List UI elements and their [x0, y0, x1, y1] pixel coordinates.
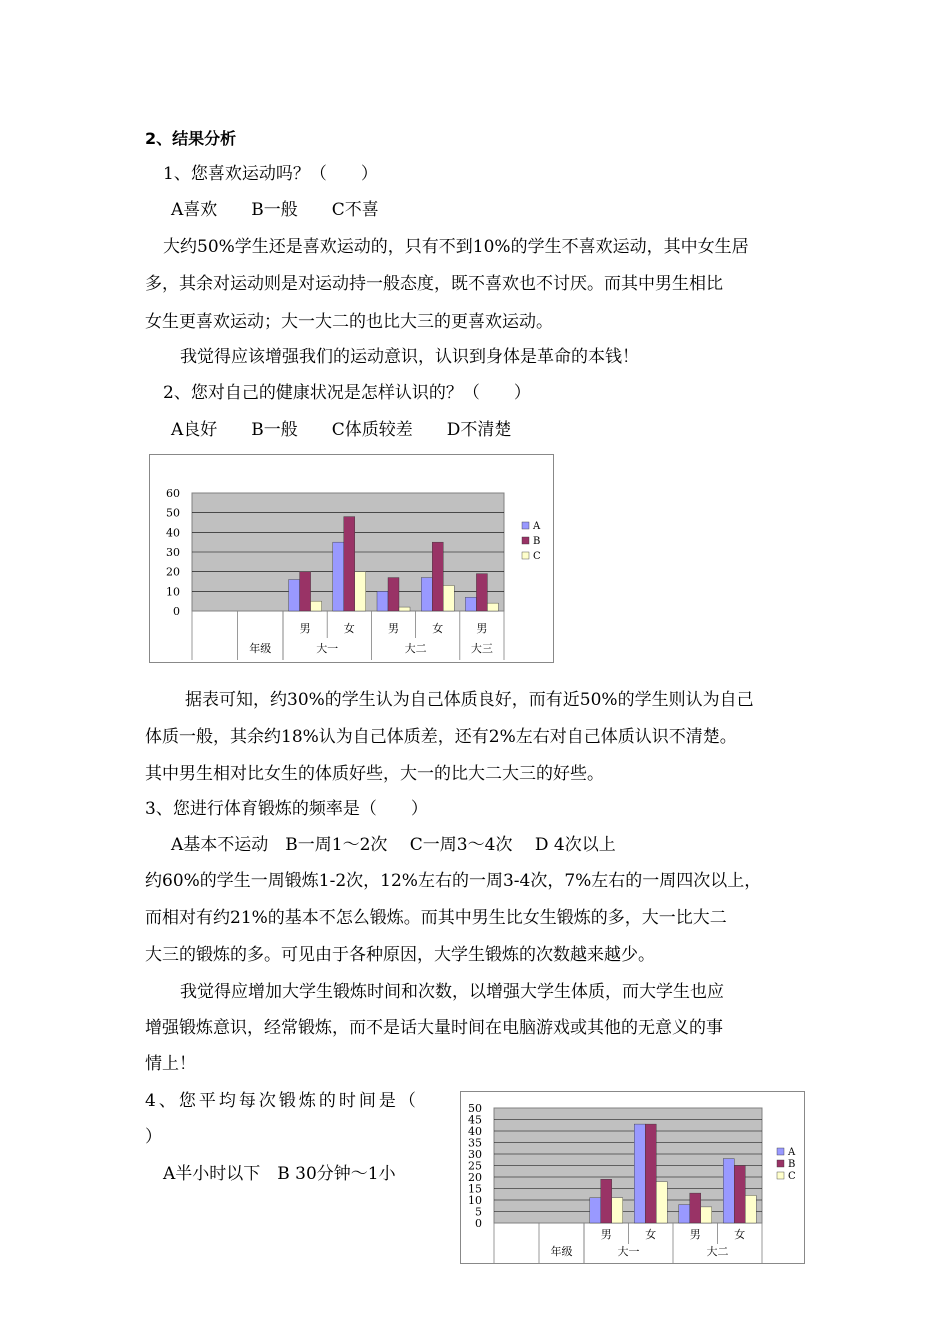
category-label: 男 [600, 1228, 612, 1241]
section-title: 2、结果分析 [145, 129, 237, 148]
bar [355, 572, 366, 611]
group-label: 大二 [706, 1245, 729, 1258]
y-tick-label: 35 [468, 1136, 482, 1150]
question-4-close: ） [145, 1127, 162, 1147]
q3-paragraph-line: 约60%的学生一周锻炼1-2次，12%左右的一周3-4次，7%左右的一周四次以上， [145, 871, 762, 891]
q2-paragraph-line: 据表可知，约30%的学生认为自己体质良好，而有近50%的学生则认为自己 [185, 690, 754, 710]
chart-duration-svg [461, 1092, 804, 1263]
legend-swatch [777, 1160, 784, 1167]
q3-paragraph-line: 大三的锻炼的多。可见由于各种原因，大学生锻炼的次数越来越少。 [145, 945, 655, 965]
bar [590, 1198, 601, 1223]
y-tick-label: 0 [475, 1217, 482, 1230]
bar [289, 580, 300, 611]
group-label: 大三 [470, 642, 493, 655]
question-1-options: A喜欢 B一般 C不喜 [171, 200, 379, 220]
category-label: 男 [689, 1228, 701, 1241]
bar [723, 1159, 734, 1223]
question-4-options: A半小时以下 B 30分钟～1小 [163, 1164, 396, 1184]
legend-label: B [788, 1159, 796, 1170]
bar [701, 1207, 712, 1223]
category-label: 女 [432, 622, 444, 635]
y-tick-label: 10 [468, 1194, 482, 1207]
bar [634, 1124, 645, 1223]
q3-opinion-line: 情上！ [145, 1054, 196, 1074]
bar [333, 542, 344, 611]
q3-paragraph-line: 而相对有约21%的基本不怎么锻炼。而其中男生比女生锻炼的多，大一比大二 [145, 908, 727, 928]
y-tick-label: 45 [468, 1113, 482, 1127]
bar [311, 601, 322, 611]
bar [432, 542, 443, 611]
bar [377, 591, 388, 611]
bar [745, 1195, 756, 1223]
y-tick-label: 30 [468, 1148, 482, 1161]
category-label: 男 [476, 622, 488, 635]
y-tick-label: 50 [468, 1102, 482, 1115]
legend-swatch [522, 522, 529, 529]
bar [679, 1205, 690, 1223]
category-label: 女 [645, 1228, 657, 1241]
q1-opinion: 我觉得应该增强我们的运动意识，认识到身体是革命的本钱！ [180, 347, 639, 367]
bar [487, 603, 498, 611]
bar [656, 1182, 667, 1223]
legend-swatch [777, 1148, 784, 1155]
chart-health-svg [150, 455, 553, 662]
bar [465, 597, 476, 611]
y-tick-label: 30 [166, 546, 180, 559]
bar [601, 1179, 612, 1223]
axis-title: 年级 [550, 1245, 573, 1258]
chart-health [149, 454, 554, 663]
y-tick-label: 10 [166, 585, 180, 599]
legend-swatch [522, 552, 529, 559]
y-tick-label: 40 [468, 1125, 482, 1138]
question-4: 4、您平均每次锻炼的时间是（ [145, 1091, 419, 1111]
bar [388, 578, 399, 611]
chart-duration [460, 1091, 805, 1264]
bar [612, 1198, 623, 1223]
q3-opinion-line: 我觉得应增加大学生锻炼时间和次数，以增强大学生体质，而大学生也应 [180, 982, 724, 1002]
bar [421, 578, 432, 611]
y-tick-label: 20 [166, 565, 180, 579]
bar [645, 1124, 656, 1223]
y-tick-label: 40 [166, 526, 180, 540]
bar [399, 607, 410, 611]
group-label: 大一 [617, 1245, 640, 1258]
group-label: 大二 [404, 642, 427, 655]
bar [690, 1193, 701, 1223]
q3-opinion-line: 增强锻炼意识，经常锻炼，而不是话大量时间在电脑游戏或其他的无意义的事 [145, 1018, 723, 1038]
q2-paragraph-line: 体质一般，其余约18%认为自己体质差，还有2%左右对自己体质认识不清楚。 [145, 727, 737, 747]
y-tick-label: 25 [468, 1159, 482, 1173]
legend-swatch [522, 537, 529, 544]
y-tick-label: 15 [468, 1182, 482, 1196]
q1-paragraph-line: 多，其余对运动则是对运动持一般态度，既不喜欢也不讨厌。而其中男生相比 [145, 274, 723, 294]
y-tick-label: 20 [468, 1171, 482, 1184]
axis-title: 年级 [249, 642, 272, 655]
bar [734, 1166, 745, 1224]
group-label: 大一 [316, 642, 339, 655]
question-2: 2、您对自己的健康状况是怎样认识的？（ ） [163, 383, 531, 403]
legend-swatch [777, 1172, 784, 1179]
question-3: 3、您进行体育锻炼的频率是（ ） [145, 799, 428, 819]
q1-paragraph-line: 大约50%学生还是喜欢运动的，只有不到10%的学生不喜欢运动，其中女生居 [163, 237, 749, 257]
category-label: 男 [299, 622, 311, 635]
y-tick-label: 0 [173, 605, 180, 618]
q1-paragraph-line: 女生更喜欢运动；大一大二的也比大三的更喜欢运动。 [145, 312, 553, 332]
q2-paragraph-line: 其中男生相对比女生的体质好些，大一的比大二大三的好些。 [145, 764, 604, 784]
y-tick-label: 60 [166, 487, 180, 500]
bar [300, 572, 311, 611]
legend-label: C [533, 551, 541, 562]
category-label: 女 [343, 622, 355, 635]
bar [443, 585, 454, 611]
legend-label: A [788, 1147, 796, 1158]
bar [476, 574, 487, 611]
question-2-options: A良好 B一般 C体质较差 D不清楚 [171, 420, 512, 440]
legend-label: A [533, 521, 541, 532]
legend-label: C [788, 1171, 796, 1182]
category-label: 男 [388, 622, 399, 635]
question-3-options: A基本不运动 B一周1～2次 C一周3～4次 D 4次以上 [171, 835, 616, 855]
bar [344, 517, 355, 611]
question-1: 1、您喜欢运动吗？（ ） [163, 164, 378, 184]
category-label: 女 [734, 1228, 746, 1241]
legend-label: B [533, 536, 541, 547]
y-tick-label: 50 [166, 506, 180, 520]
y-tick-label: 5 [475, 1205, 482, 1219]
